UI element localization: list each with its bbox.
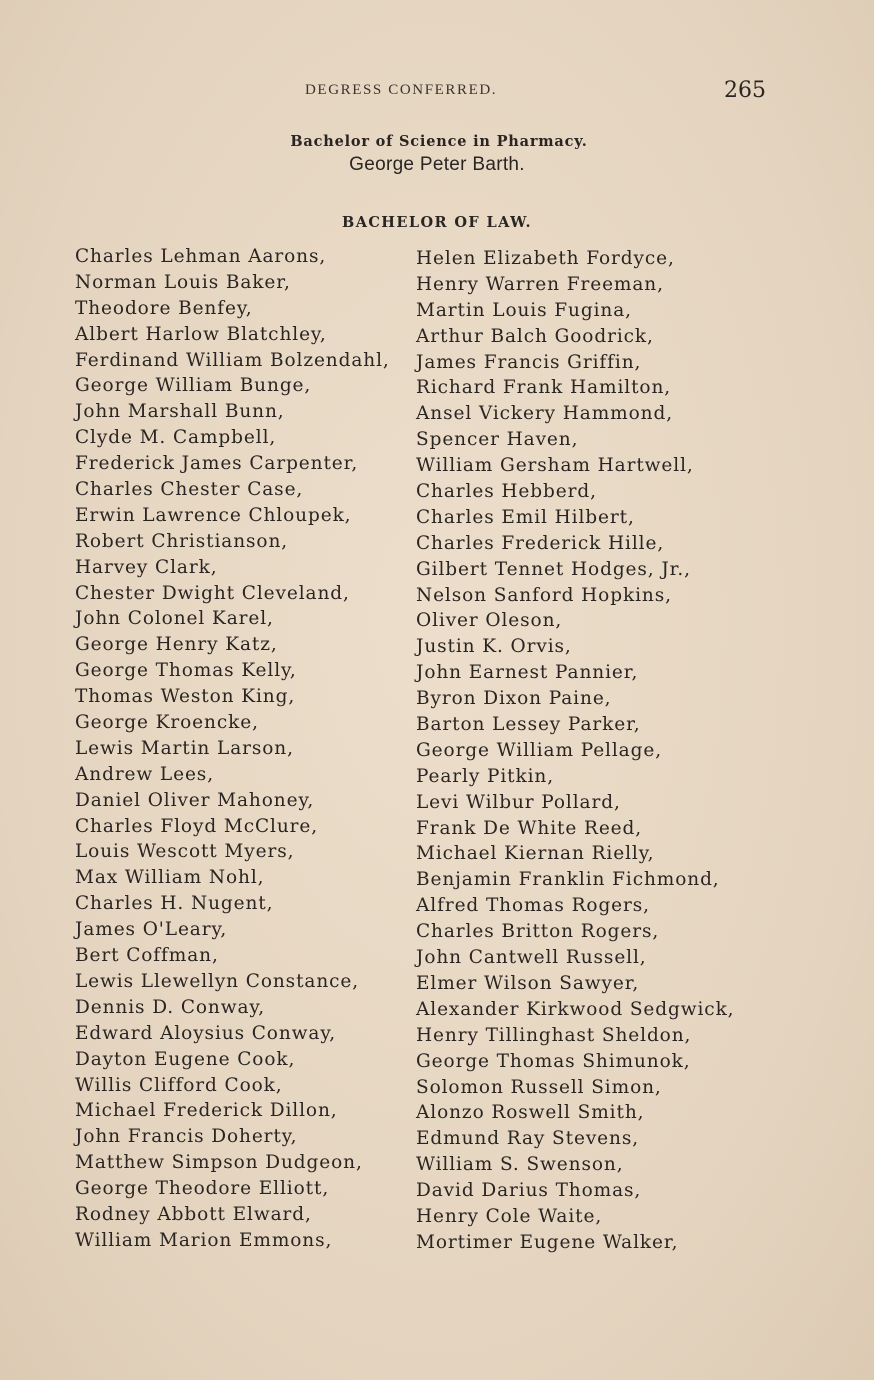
graduate-name: Charles Hebberd, — [416, 481, 597, 503]
law-degree-heading: BACHELOR OF LAW. — [342, 214, 532, 231]
graduate-name: George Thomas Kelly, — [75, 660, 297, 682]
graduate-name: Max William Nohl, — [75, 867, 265, 889]
graduate-name: Henry Cole Waite, — [416, 1205, 603, 1227]
graduate-name: Benjamin Franklin Fichmond, — [416, 869, 720, 891]
graduate-name: Charles Chester Case, — [75, 479, 304, 501]
graduate-name: Norman Louis Baker, — [75, 271, 291, 293]
graduate-name: Andrew Lees, — [75, 763, 214, 785]
graduate-name: Solomon Russell Simon, — [416, 1076, 662, 1098]
graduate-name: Bert Coffman, — [75, 945, 219, 967]
graduate-name: William Gersham Hartwell, — [416, 455, 694, 477]
graduate-name: Henry Warren Freeman, — [416, 273, 664, 295]
graduate-name: Robert Christianson, — [75, 530, 289, 552]
law-graduates-right-column — [416, 246, 734, 1256]
graduate-name: John Cantwell Russell, — [416, 947, 647, 969]
graduate-name: Edmund Ray Stevens, — [416, 1128, 640, 1150]
graduate-name: Frederick James Carpenter, — [75, 453, 359, 475]
page-number: 265 — [724, 78, 766, 103]
graduate-name: Clyde M. Campbell, — [75, 427, 277, 449]
graduate-name: James Francis Griffin, — [416, 351, 642, 373]
graduate-name: George Thomas Shimunok, — [416, 1050, 691, 1072]
graduate-name: Michael Frederick Dillon, — [75, 1100, 338, 1122]
graduate-name: Harvey Clark, — [75, 556, 218, 578]
graduate-name: Matthew Simpson Dudgeon, — [75, 1152, 363, 1174]
graduate-name: William Marion Emmons, — [75, 1229, 333, 1251]
graduate-name: Charles Emil Hilbert, — [416, 506, 635, 528]
graduate-name: Charles Floyd McClure, — [75, 815, 319, 837]
graduate-name: Edward Aloysius Conway, — [75, 1022, 336, 1044]
graduate-name: Pearly Pitkin, — [416, 765, 555, 787]
graduate-name: Dennis D. Conway, — [75, 996, 266, 1018]
running-title: DEGRESS CONFERRED. — [305, 82, 498, 98]
graduate-name: Henry Tillinghast Sheldon, — [416, 1024, 692, 1046]
graduate-name: John Francis Doherty, — [75, 1126, 298, 1148]
graduate-name: Gilbert Tennet Hodges, Jr., — [416, 558, 691, 580]
graduate-name: Alexander Kirkwood Sedgwick, — [416, 998, 735, 1020]
graduate-name: Charles Lehman Aarons, — [75, 246, 327, 267]
graduate-name: Charles Britton Rogers, — [416, 921, 660, 943]
graduate-name: George Henry Katz, — [75, 634, 278, 656]
graduate-name: Alonzo Roswell Smith, — [416, 1102, 645, 1124]
graduate-name: Michael Kiernan Rielly, — [416, 843, 655, 865]
graduate-name: Barton Lessey Parker, — [416, 714, 641, 736]
graduate-name: George William Pellage, — [416, 739, 662, 761]
graduate-name: Dayton Eugene Cook, — [75, 1048, 296, 1070]
graduate-name: Lewis Llewellyn Constance, — [75, 970, 360, 992]
graduate-name: John Colonel Karel, — [75, 608, 274, 630]
graduate-name: Lewis Martin Larson, — [75, 737, 294, 759]
graduate-name: Theodore Benfey, — [75, 297, 253, 319]
graduate-name: George Theodore Elliott, — [75, 1178, 330, 1200]
pharmacy-graduate-name: George Peter Barth. — [349, 154, 525, 175]
graduate-name: Charles H. Nugent, — [75, 893, 274, 915]
graduate-name: Levi Wilbur Pollard, — [416, 791, 621, 813]
law-graduates-left-column — [75, 244, 390, 1254]
graduate-name: Rodney Abbott Elward, — [75, 1203, 312, 1225]
graduate-name: Martin Louis Fugina, — [416, 299, 632, 321]
graduate-name: George Kroencke, — [75, 712, 259, 734]
graduate-name: Oliver Oleson, — [416, 610, 563, 632]
graduate-name: Charles Frederick Hille, — [416, 532, 665, 554]
graduate-name: Ferdinand William Bolzendahl, — [75, 349, 390, 371]
graduate-name: Helen Elizabeth Fordyce, — [416, 248, 675, 269]
graduate-name: Albert Harlow Blatchley, — [75, 323, 327, 345]
graduate-name: John Marshall Bunn, — [75, 401, 285, 423]
graduate-name: James O'Leary, — [75, 919, 228, 941]
graduate-name: Frank De White Reed, — [416, 817, 643, 839]
graduate-name: Byron Dixon Paine, — [416, 688, 612, 710]
graduate-name: Arthur Balch Goodrick, — [416, 325, 654, 347]
graduate-name: Justin K. Orvis, — [416, 636, 572, 658]
graduate-name: Willis Clifford Cook, — [75, 1074, 283, 1096]
graduate-name: George William Bunge, — [75, 375, 312, 397]
graduate-name: Elmer Wilson Sawyer, — [416, 972, 640, 994]
graduate-name: Louis Wescott Myers, — [75, 841, 295, 863]
pharmacy-degree-heading: Bachelor of Science in Pharmacy. — [290, 133, 588, 150]
graduate-name: Daniel Oliver Mahoney, — [75, 789, 315, 811]
graduate-name: Spencer Haven, — [416, 429, 579, 451]
graduate-name: Erwin Lawrence Chloupek, — [75, 504, 352, 526]
graduate-name: John Earnest Pannier, — [416, 662, 639, 684]
graduate-name: Thomas Weston King, — [75, 686, 296, 708]
graduate-name: Mortimer Eugene Walker, — [416, 1231, 679, 1253]
running-head — [0, 78, 874, 106]
graduate-name: Ansel Vickery Hammond, — [416, 403, 673, 425]
graduate-name: Alfred Thomas Rogers, — [416, 895, 650, 917]
graduate-name: Nelson Sanford Hopkins, — [416, 584, 672, 606]
graduate-name: Chester Dwight Cleveland, — [75, 582, 350, 604]
graduate-name: William S. Swenson, — [416, 1154, 624, 1176]
graduate-name: David Darius Thomas, — [416, 1180, 642, 1202]
graduate-name: Richard Frank Hamilton, — [416, 377, 672, 399]
